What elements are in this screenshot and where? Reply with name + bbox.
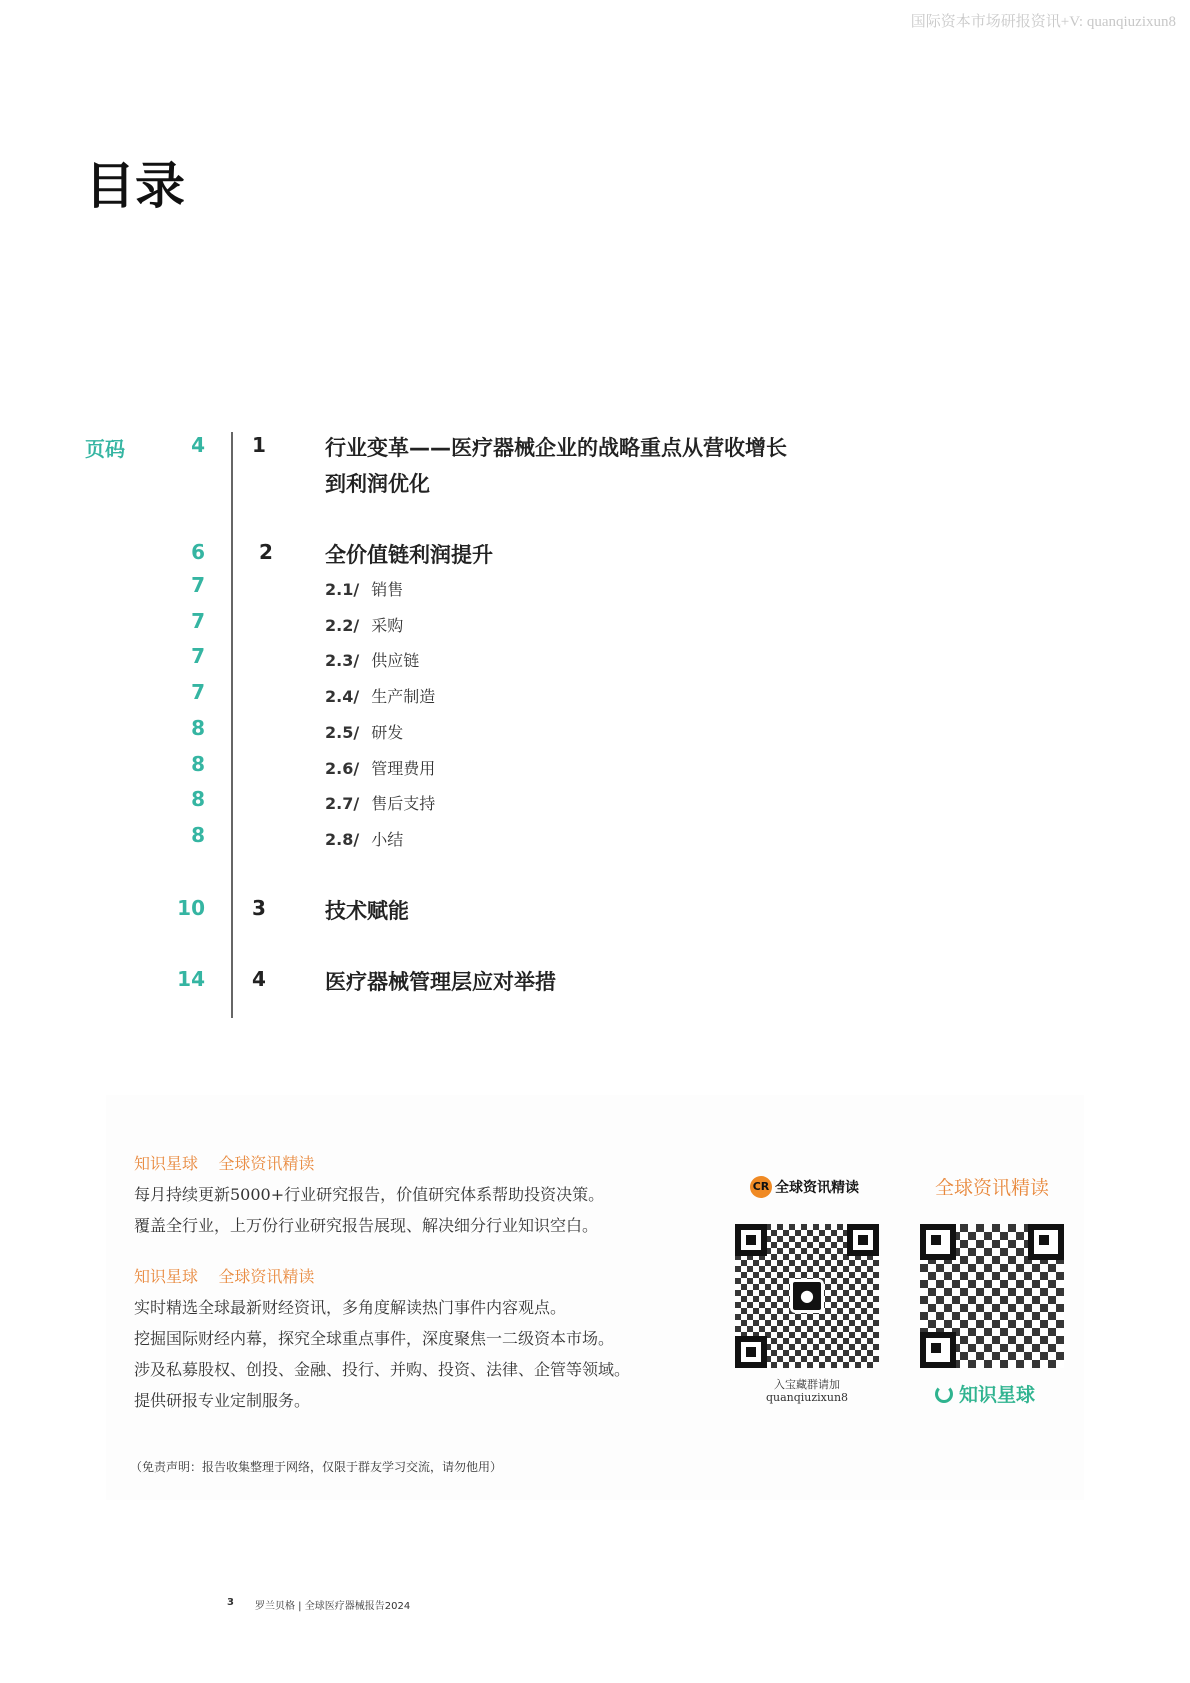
toc-number: 4 (252, 967, 266, 991)
toc-title[interactable]: 全价值链利润提升 (325, 543, 493, 567)
subsection-title: 小结 (371, 830, 404, 849)
disclaimer: （免责声明：报告收集整理于网络，仅限于群友学习交流，请勿他用） (130, 1460, 503, 1474)
subsection-number: 2.1/ (325, 580, 360, 599)
toc-page: 8 (191, 787, 205, 811)
toc-page: 8 (191, 823, 205, 847)
subsection-title: 售后支持 (371, 794, 436, 813)
toc-page: 7 (191, 644, 205, 668)
toc-subsection[interactable] (325, 577, 403, 600)
toc-title[interactable]: 技术赋能 (325, 899, 409, 923)
promo-text: 实时精选全球最新财经资讯，多角度解读热门事件内容观点。 (134, 1298, 567, 1317)
toc-number: 1 (252, 433, 266, 457)
toc-page: 10 (177, 896, 205, 920)
toc-page: 7 (191, 609, 205, 633)
subsection-title: 研发 (371, 723, 404, 742)
promo-text: 覆盖全行业，上万份行业研究报告展现、解决细分行业知识空白。 (134, 1216, 599, 1235)
zsxq-logo: 知识星球 (935, 1380, 1035, 1407)
toc-subsection[interactable] (325, 791, 435, 814)
subsection-title: 销售 (371, 580, 404, 599)
divider (231, 432, 233, 1018)
cr-logo: CR 全球资讯精读 (750, 1176, 859, 1198)
watermark: 国际资本市场研报资讯+V: quanqiuzixun8 (910, 14, 1176, 30)
toc-page: 14 (177, 967, 205, 991)
toc-subsection[interactable] (325, 648, 419, 671)
footer-text: 罗兰贝格 | 全球医疗器械报告2024 (255, 1601, 411, 1612)
promo-text: 挖掘国际财经内幕，探究全球重点事件，深度聚焦一二级资本市场。 (134, 1329, 615, 1348)
qr1-id: quanqiuzixun8 (765, 1391, 849, 1404)
page-label: 页码 (85, 437, 125, 461)
promo-text: 每月持续更新5000+行业研究报告，价值研究体系帮助投资决策。 (134, 1185, 605, 1204)
toc-subsection[interactable] (325, 684, 435, 707)
subsection-number: 2.2/ (325, 616, 360, 635)
toc-page: 7 (191, 680, 205, 704)
zsxq-qr-code (920, 1224, 1064, 1368)
wechat-icon: ● (790, 1279, 824, 1313)
subsection-title: 管理费用 (371, 759, 436, 778)
toc-number: 2 (259, 540, 273, 564)
toc-page: 6 (191, 540, 205, 564)
subsection-title: 采购 (371, 616, 404, 635)
promo-text: 涉及私募股权、创投、金融、投行、并购、投资、法律、企管等领域。 (134, 1360, 631, 1379)
qr2-title: 全球资讯精读 (934, 1177, 1049, 1199)
subsection-number: 2.5/ (325, 723, 360, 742)
promo-heading-2: 知识星球 全球资讯精读 (134, 1267, 315, 1286)
subsection-number: 2.6/ (325, 759, 360, 778)
wechat-qr-code (735, 1224, 879, 1368)
subsection-number: 2.8/ (325, 830, 360, 849)
toc-number: 3 (252, 896, 266, 920)
toc-title-cont[interactable]: 到利润优化 (325, 472, 430, 496)
page-title: 目录 (85, 157, 185, 215)
toc-page: 8 (191, 752, 205, 776)
toc-subsection[interactable] (325, 827, 403, 850)
subsection-number: 2.4/ (325, 687, 360, 706)
subsection-title: 供应链 (371, 651, 420, 670)
toc-title[interactable]: 医疗器械管理层应对举措 (325, 970, 556, 994)
qr1-caption: 入宝藏群请加 (774, 1378, 840, 1391)
subsection-title: 生产制造 (371, 687, 436, 706)
toc-subsection[interactable] (325, 720, 403, 743)
toc-title[interactable]: 行业变革——医疗器械企业的战略重点从营收增长 (325, 436, 787, 460)
toc-page: 7 (191, 573, 205, 597)
toc-page: 8 (191, 716, 205, 740)
toc-page: 4 (191, 433, 205, 457)
toc-subsection[interactable] (325, 613, 403, 636)
subsection-number: 2.7/ (325, 794, 360, 813)
zsxq-ring-icon (935, 1385, 953, 1403)
subsection-number: 2.3/ (325, 651, 360, 670)
promo-heading-1: 知识星球 全球资讯精读 (134, 1154, 315, 1173)
promo-text: 提供研报专业定制服务。 (134, 1391, 311, 1410)
toc-subsection[interactable] (325, 756, 435, 779)
page-number: 3 (227, 1597, 234, 1608)
